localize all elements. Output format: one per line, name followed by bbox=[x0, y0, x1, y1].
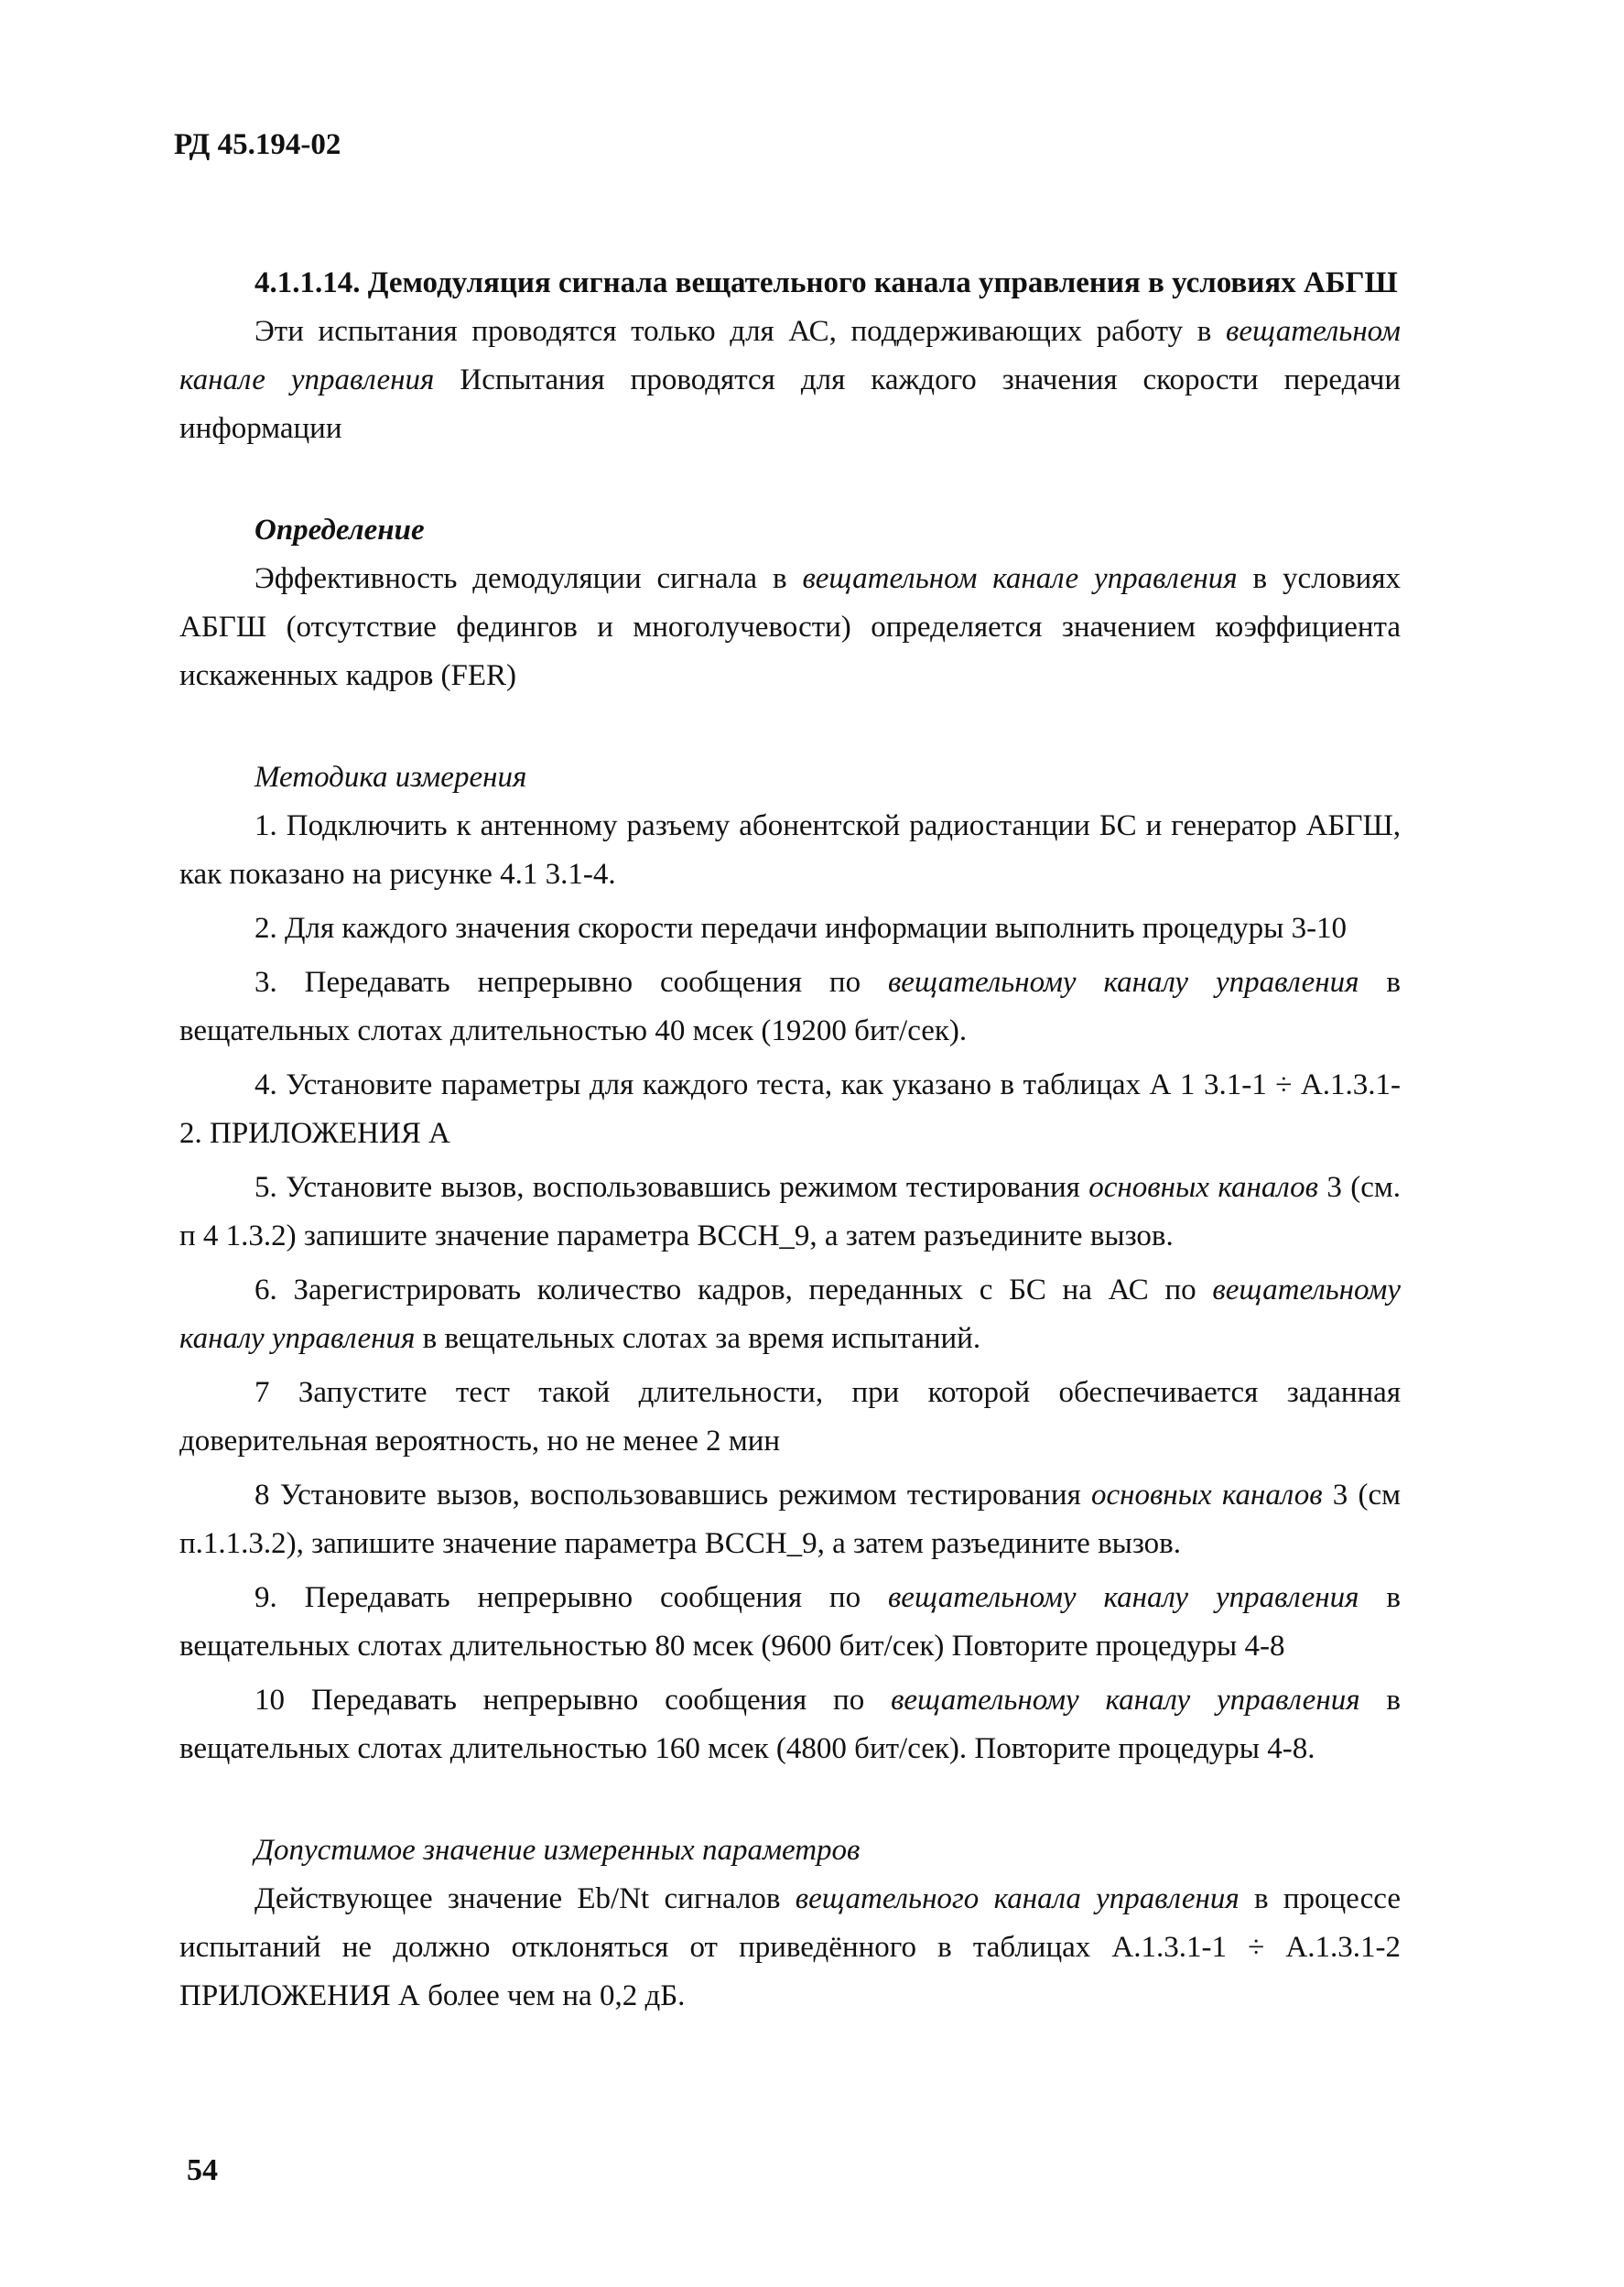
italic-term: вещательному каналу управления bbox=[179, 1274, 1401, 1355]
text-run: 4. Установите параметры для каждого теста, как указано в таблицах А 1 3.1-1 ÷ А.1.3.1-2. ПРИЛОЖЕНИЯ А bbox=[179, 1068, 1401, 1150]
text-run: 10 Передавать непрерывно сообщения по bbox=[254, 1684, 892, 1717]
allowed-text bbox=[179, 1875, 1401, 2021]
method-step bbox=[179, 1676, 1401, 1773]
italic-term: вещательному каналу управления bbox=[891, 1684, 1360, 1717]
italic-term: вещательном канале управления bbox=[179, 315, 1401, 396]
text-run: 3. Передавать непрерывно сообщения по bbox=[254, 966, 888, 999]
method-step bbox=[179, 959, 1401, 1056]
method-step bbox=[179, 905, 1401, 953]
page-number: 54 bbox=[187, 2153, 218, 2187]
text-run: 8 Установите вызов, воспользовавшись режимом тестирования bbox=[254, 1479, 1091, 1512]
text-run: 3 (см. п 4 1.3.2) запишите значение параметра BCCH_9, а затем разъедините вызов. bbox=[179, 1171, 1402, 1252]
italic-term: вещательному каналу управления bbox=[887, 966, 1359, 999]
definition-heading: Определение bbox=[254, 514, 425, 547]
definition-text bbox=[179, 555, 1401, 700]
italic-term: вещательного канала управления bbox=[795, 1882, 1240, 1915]
text-run: 7 Запустите тест такой длительности, при которой обеспечивается заданная доверительная вероятность, но не менее 2 мин bbox=[179, 1376, 1401, 1458]
method-steps bbox=[179, 802, 1401, 1773]
method-step bbox=[179, 1164, 1401, 1261]
page-content bbox=[179, 259, 1401, 2021]
allowed-heading: Допустимое значение измеренных параметров bbox=[254, 1834, 861, 1867]
italic-term: вещательному каналу управления bbox=[887, 1581, 1359, 1614]
text-run: 9. Передавать непрерывно сообщения по bbox=[254, 1581, 888, 1614]
method-step bbox=[179, 1061, 1401, 1158]
section-intro bbox=[179, 308, 1401, 453]
text-run: в условиях АБГШ (отсутствие федингов и многолучевости) определяется значением коэффициента искаженных кадров (FER) bbox=[179, 562, 1401, 692]
italic-term: вещательном канале управления bbox=[802, 562, 1238, 595]
text-run: 3 (см п.1.1.3.2), запишите значение параметра BCCH_9, а затем разъедините вызов. bbox=[179, 1479, 1402, 1560]
method-step bbox=[179, 1574, 1401, 1671]
text-run: в вещательных слотах длительностью 40 мсек (19200 бит/сек). bbox=[179, 966, 1401, 1047]
method-heading: Методика измерения bbox=[254, 761, 527, 794]
text-run: в вещательных слотах длительностью 80 мсек (9600 бит/сек) Повторите процедуры 4-8 bbox=[179, 1581, 1401, 1663]
text-run: 5. Установите вызов, воспользовавшись режимом тестирования bbox=[254, 1171, 1089, 1204]
section-title: 4.1.1.14. Демодуляция сигнала вещательного канала управления в условиях АБГШ bbox=[254, 266, 1398, 299]
text-run: Эти испытания проводятся только для АС, поддерживающих работу в bbox=[254, 315, 1227, 348]
text-run: Действующее значение Eb/Nt сигналов bbox=[254, 1882, 796, 1915]
text-run: в процессе испытаний не должно отклоняться от приведённого в таблицах А.1.3.1-1 ÷ А.1.3.1-2 ПРИЛОЖЕНИЯ А более чем на 0,2 дБ. bbox=[179, 1882, 1401, 2012]
text-run: в вещательных слотах длительностью 160 мсек (4800 бит/сек). Повторите процедуры 4-8. bbox=[179, 1684, 1401, 1765]
document-code: РД 45.194-02 bbox=[174, 128, 341, 161]
method-step bbox=[179, 1471, 1401, 1568]
italic-term: основных каналов bbox=[1090, 1479, 1323, 1512]
method-step bbox=[179, 1266, 1401, 1363]
italic-term: основных каналов bbox=[1088, 1171, 1318, 1204]
text-run: Эффективность демодуляции сигнала в bbox=[254, 562, 803, 595]
text-run: Испытания проводятся для каждого значения скорости передачи информации bbox=[179, 363, 1401, 445]
text-run: 2. Для каждого значения скорости передачи информации выполнить процедуры 3-10 bbox=[254, 912, 1348, 945]
method-step bbox=[179, 1369, 1401, 1466]
text-run: 6. Зарегистрировать количество кадров, переданных с БС на АС по bbox=[254, 1274, 1213, 1306]
text-run: 1. Подключить к антенному разъему абонентской радиостанции БС и генератор АБГШ, как показано на рисунке 4.1 3.1-4. bbox=[179, 809, 1401, 891]
method-step bbox=[179, 802, 1401, 899]
text-run: в вещательных слотах за время испытаний. bbox=[415, 1322, 981, 1355]
